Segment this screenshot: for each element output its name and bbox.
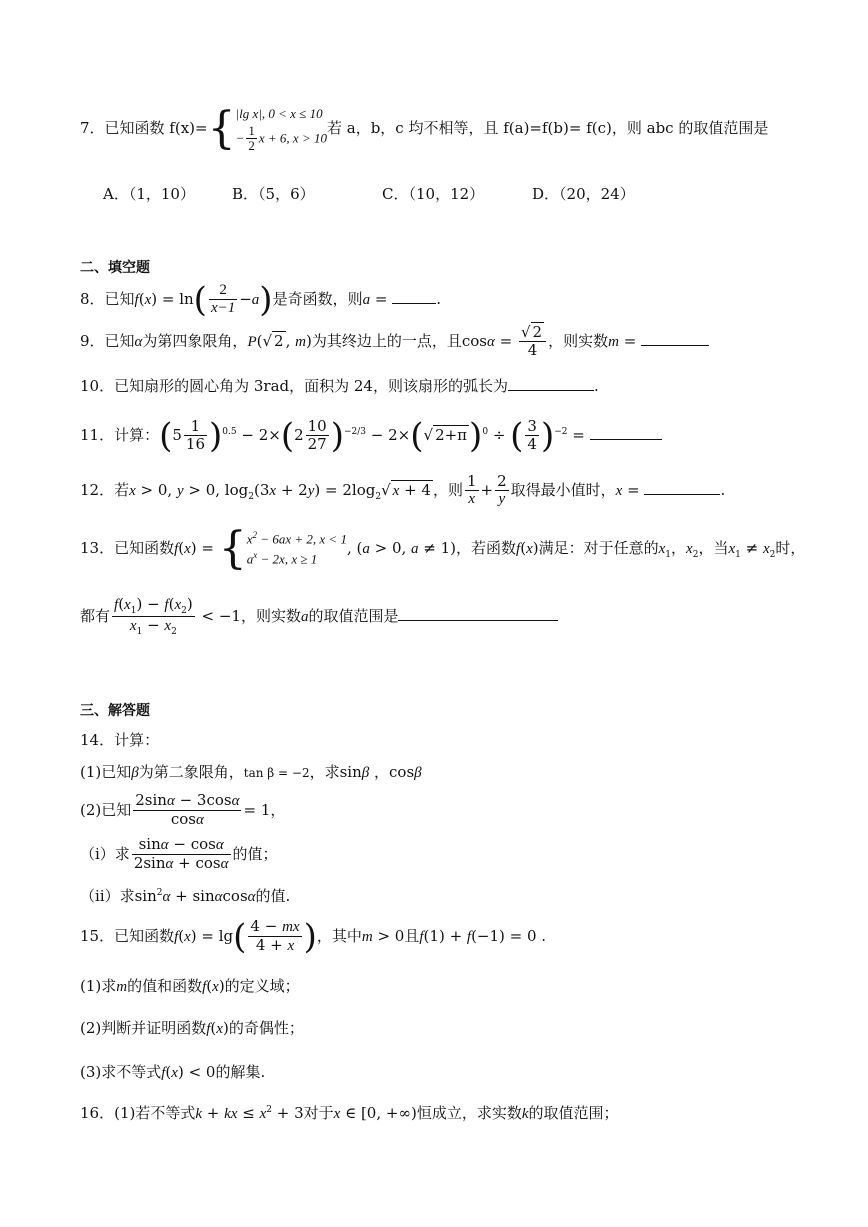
q12-answer-blank — [644, 494, 720, 495]
section-fill-in: 二、填空题 — [80, 260, 150, 276]
q10-answer-blank — [508, 390, 594, 391]
question-15-part1: (1)求m的值和函数f(x)的定义域； — [80, 977, 300, 995]
q7-case2: − $\frac{1}{2}$ x + 6, x > 10 — [235, 122, 327, 154]
question-14-part2: (2)已知 $\frac{2\sin\alpha - 3\cos\alpha}{\cos\alpha}$ = 1， — [80, 791, 286, 829]
question-11: 11．计算：(5 $\frac{1}{16}$ )$^{0.5}$ − 2×(2 $\frac{10}{27}$ )$^{-2/3}$ − 2×(√ 2+π)$^0$ ÷ ( $\frac{3}{4}$ )$^{-2}$ = — [80, 418, 662, 454]
q9-answer-blank — [641, 345, 709, 346]
question-14-part-ii: （ⅱ）求$\sin^2\alpha + \sin\alpha\cos\alpha$的值. — [80, 887, 291, 905]
q8-answer-blank — [392, 303, 436, 304]
q7-option-b: B．（5，6） — [232, 185, 315, 203]
question-8: 8．已知f(x) = ln( $\frac{2}{x-1}$ −a)是奇函数，则a = . — [80, 279, 441, 320]
question-13-line2: 都有 $\frac{f(x_1) - f(x_2)}{x_1 - x_2}$ < −1，则实数a的取值范围是 — [80, 596, 558, 638]
q7-option-a: A．（1，10） — [103, 185, 195, 203]
question-14-part1: (1)已知β为第二象限角，tan β = −2，求sinβ ，cosβ — [80, 763, 422, 781]
section-solve: 三、解答题 — [80, 703, 150, 719]
q7-prefix: 7．已知函数 f(x)= — [80, 119, 208, 138]
q7-option-d: D．（20，24） — [532, 185, 635, 203]
q7-brace: { — [207, 103, 236, 155]
q7-case1: |lg x|, 0 < x ≤ 10 — [235, 106, 323, 121]
question-15-part2: (2)判断并证明函数f(x)的奇偶性； — [80, 1019, 304, 1037]
question-15-part3: (3)求不等式f(x) < 0的解集. — [80, 1063, 266, 1081]
question-7 — [80, 104, 768, 154]
q7-option-c: C．（10，12） — [382, 185, 485, 203]
question-9: 9．已知α为第四象限角，P(√ 2 , m)为其终边上的一点，且cosα = $\frac{√ 2}{4}$ ，则实数m = — [80, 324, 709, 360]
question-13: 13．已知函数f(x) = { $x^2 - 6ax + 2$, x < 1 $a^x - 2x$, x ≥ 1 , (a > 0, a ≠ 1)，若函数f(x)满足：对于任意的$x_1$，$x_2$，当$x_1 \ne x_2$时， — [80, 523, 806, 574]
q13-answer-blank — [398, 620, 558, 621]
question-16: 16．(1)若不等式k + kx ≤ $x^2 + 3$对于x ∈ [0, +∞)恒成立，求实数k的取值范围； — [80, 1104, 619, 1122]
question-10: 10．已知扇形的圆心角为 3rad，面积为 24，则该扇形的弧长为 . — [80, 377, 599, 395]
q7-cases — [236, 104, 327, 154]
q7-suffix: 若 a，b，c 均不相等，且 f(a)=f(b)= f(c)，则 abc 的取值范围是 — [326, 119, 769, 138]
question-14-title: 14．计算： — [80, 731, 160, 749]
q11-answer-blank — [590, 439, 662, 440]
question-15: 15．已知函数f(x) = lg( $\frac{4 - mx}{4 + x}$ )，其中m > 0且f(1) + f(−1) = 0 . — [80, 916, 547, 957]
question-12: 12．若x > 0, y > 0, $\log_2(3x + 2y) = 2\log_2√$ x + 4 ，则 $\frac{1}{x}$ + $\frac{2}{y}$ 取得最小值时，x = . — [80, 472, 726, 508]
question-14-part-i: （ⅰ）求 $\frac{\sin\alpha - \cos\alpha}{2\sin\alpha + \cos\alpha}$ 的值； — [80, 835, 278, 873]
